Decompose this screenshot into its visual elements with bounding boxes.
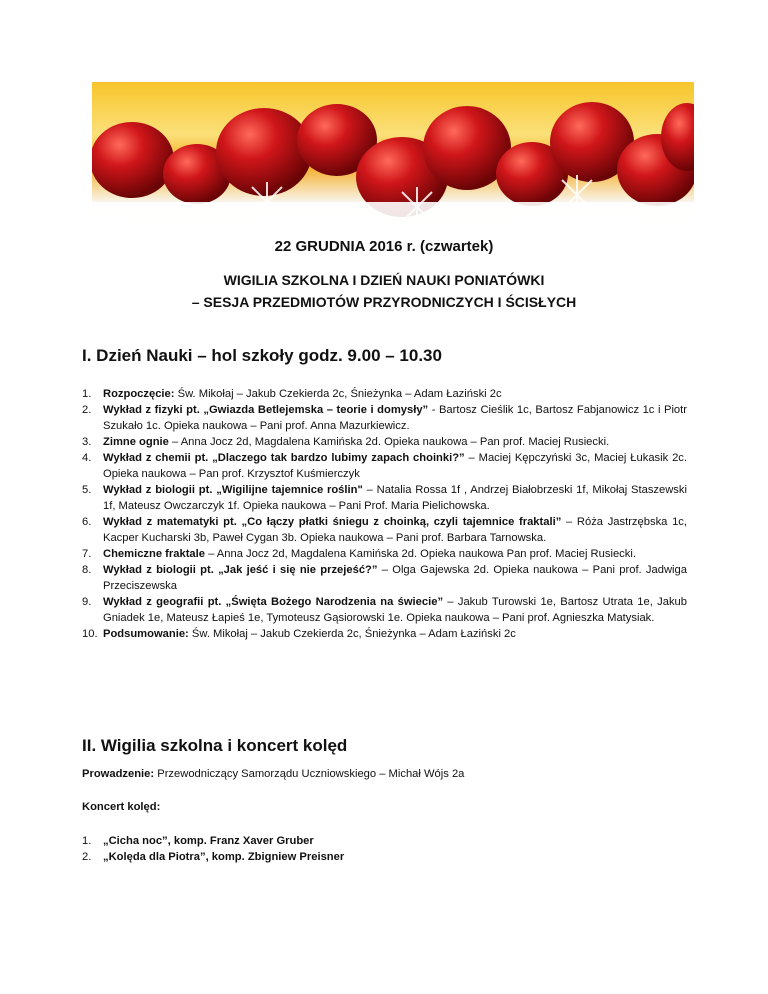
event-date: 22 GRUDNIA 2016 r. (czwartek) bbox=[274, 238, 494, 255]
list-item: 1. Rozpoczęcie: Św. Mikołaj – Jakub Czekierda 2c, Śnieżynka – Adam Łaziński 2c bbox=[82, 388, 502, 400]
carols-list bbox=[82, 833, 687, 865]
list-item: 9. Wykład z geografii pt. „Święta Bożego Narodzenia na świecie” – Jakub Turowski 1e, Bartosz Utrata 1e, Jakub Gniadek 1e, Mateusz Łapieś 1e, Tymoteusz Gąsiorowski 1e. Opieka naukowa – Pani prof. Agnieszka Matysiak. bbox=[82, 596, 687, 624]
host-line: Prowadzenie: Przewodniczący Samorządu Uczniowskiego – Michał Wójs 2a bbox=[82, 768, 465, 780]
section-1-list bbox=[82, 386, 687, 642]
list-item: 6. Wykład z matematyki pt. „Co łączy płatki śniegu z choinką, czyli tajemnice fraktali” – Róża Jastrzębska 1c, Kacper Kucharski 3b, Paweł Cygan 3b. Opieka naukowa – Pani prof. Barbara Tarnowska. bbox=[82, 516, 687, 544]
list-item: 1. „Cicha noc”, komp. Franz Xaver Gruber bbox=[82, 835, 314, 847]
list-item: 8. Wykład z biologii pt. „Jak jeść i się nie przejeść?” – Olga Gajewska 2d. Opieka naukowa – Pani prof. Jadwiga Przeciszewska bbox=[82, 564, 687, 592]
list-item: 10. Podsumowanie: Św. Mikołaj – Jakub Czekierda 2c, Śnieżynka – Adam Łaziński 2c bbox=[82, 628, 516, 640]
list-item: 7. Chemiczne fraktale – Anna Jocz 2d, Magdalena Kamińska 2d. Opieka naukowa Pan prof. Maciej Rusiecki. bbox=[82, 548, 636, 560]
event-title-line1: WIGILIA SZKOLNA I DZIEŃ NAUKI PONIATÓWKI bbox=[223, 272, 545, 288]
list-item: 4. Wykład z chemii pt. „Dlaczego tak bardzo lubimy zapach choinki?” – Maciej Kępczyński 3c, Maciej Łukasik 2c. Opieka naukowa – Pan prof. Krzysztof Kuśmierczyk bbox=[82, 452, 688, 480]
list-item: 2. „Kolęda dla Piotra”, komp. Zbigniew Preisner bbox=[82, 851, 345, 863]
list-item: 3. Zimne ognie – Anna Jocz 2d, Magdalena Kamińska 2d. Opieka naukowa – Pan prof. Maciej Rusiecki. bbox=[82, 436, 610, 448]
section-1-heading: I. Dzień Nauki – hol szkoły godz. 9.00 – 10.30 bbox=[82, 346, 442, 365]
list-item: 5. Wykład z biologii pt. „Wigilijne tajemnice roślin" – Natalia Rossa 1f , Andrzej Białobrzeski 1f, Mikołaj Staszewski 1f, Mateusz Owczarczyk 1f. Opieka naukowa – Pani Prof. Maria Pielichowska. bbox=[82, 484, 687, 512]
event-title-line2: – SESJA PRZEDMIOTÓW PRZYRODNICZYCH I ŚCISŁYCH bbox=[191, 294, 577, 310]
christmas-baubles-banner bbox=[92, 82, 694, 232]
list-item: 2. Wykład z fizyki pt. „Gwiazda Betlejemska – teorie i domysły” - Bartosz Cieślik 1c, Bartosz Fabjanowicz 1c i Piotr Szukało 1c. Opieka naukowa – Pani prof. Anna Mazurkiewicz. bbox=[82, 404, 687, 432]
baubles-illustration bbox=[92, 82, 694, 232]
section-2-heading: II. Wigilia szkolna i koncert kolęd bbox=[82, 736, 348, 755]
concert-label: Koncert kolęd: bbox=[82, 801, 161, 813]
